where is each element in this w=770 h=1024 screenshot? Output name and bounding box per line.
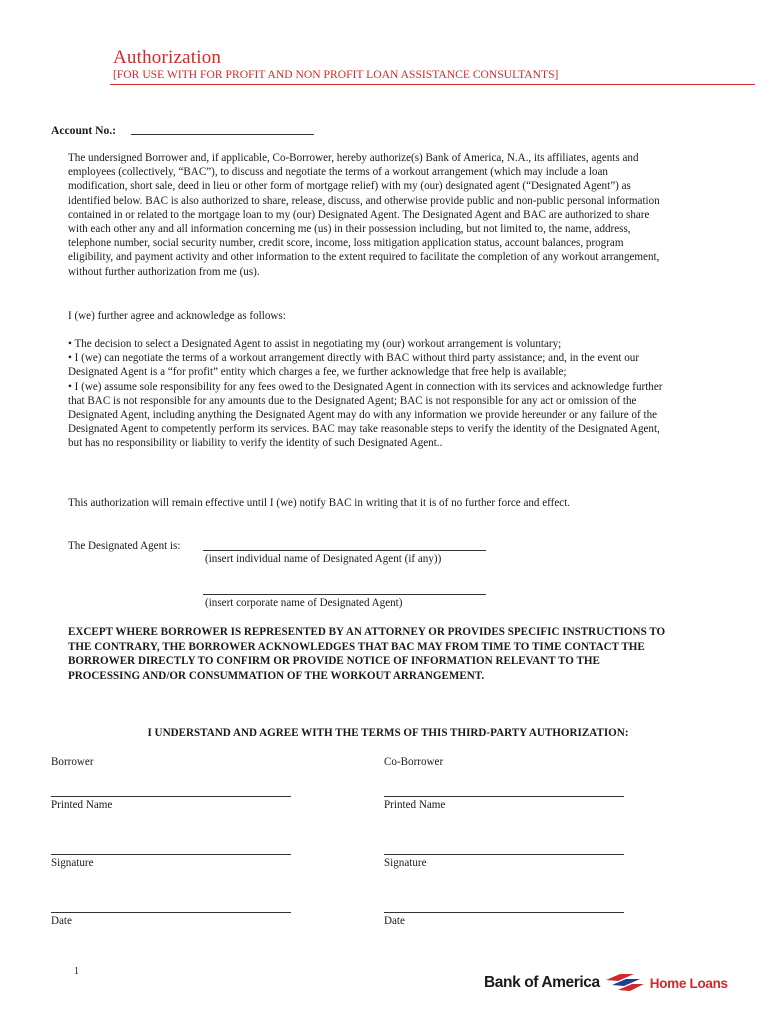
page-number: 1 <box>74 966 79 977</box>
borrower-signature-label: Signature <box>51 857 94 869</box>
agreement-heading: I UNDERSTAND AND AGREE WITH THE TERMS OF THIS THIRD-PARTY AUTHORIZATION: <box>147 727 629 739</box>
authorization-intro-paragraph: The undersigned Borrower and, if applicable, Co-Borrower, hereby authorize(s) Bank of America, N.A., its affiliates, agents and employees (collectively, “BAC”), to discuss and negotiate the terms of a workout arrangement (which may include a loan modification, short sale, deed in lieu or other form of mortgage relief) with my (our) designated agent (“Designated Agent”) as identified below. BAC is also authorized to share, release, discuss, and otherwise provide public and non-public personal information contained in or related to the mortgage loan to my (our) Designated Agent. The Designated Agent and BAC are authorized to share with each other any and all information concerning me (us) in their possession including, but not limited to, the name, address, telephone number, social security number, credit score, income, loss mitigation application status, account balances, program eligibility, and payment activity and other information to the extent required to facilitate the completion of any workout arrangement, without further authorization from me (us). <box>68 152 660 278</box>
list-item: • I (we) assume sole responsibility for any fees owed to the Designated Agent in connection with its services and acknowledge further that BAC is not responsible for any amounts due to the Designated Agent; BAC is not responsible for any act or omission of the Designated Agent, including anything the Designated Agent may do with any information we provide hereunder or any failure of the Designated Agent to competently perform its services. BAC may take reasonable steps to verify the identity of the Designated Agent, but has no responsibility or liability to verify the identity of such Designated Agent.. <box>68 380 663 450</box>
coborrower-date-label: Date <box>384 915 405 927</box>
document-subtitle: [FOR USE WITH FOR PROFIT AND NON PROFIT LOAN ASSISTANCE CONSULTANTS] <box>113 68 559 81</box>
document-title: Authorization <box>113 47 222 68</box>
agent-individual-name-hint: (insert individual name of Designated Agent (if any)) <box>205 553 442 565</box>
logo-wordmark: Bank of America <box>484 974 600 991</box>
effective-paragraph: This authorization will remain effective until I (we) notify BAC in writing that it is of no further force and effect. <box>68 497 571 509</box>
acknowledgement-list <box>68 337 668 451</box>
coborrower-signature-field[interactable] <box>384 854 624 855</box>
borrower-signature-field[interactable] <box>51 854 291 855</box>
borrower-printed-name-field[interactable] <box>51 796 291 797</box>
coborrower-printed-name-field[interactable] <box>384 796 624 797</box>
bank-of-america-logo <box>484 970 728 996</box>
acknowledge-heading: I (we) further agree and acknowledge as follows: <box>68 310 286 322</box>
borrower-printed-name-label: Printed Name <box>51 799 113 811</box>
logo-home-loans: Home Loans <box>649 975 728 991</box>
agent-corporate-name-hint: (insert corporate name of Designated Agent) <box>205 597 403 609</box>
agent-individual-name-field[interactable] <box>203 550 486 551</box>
coborrower-date-field[interactable] <box>384 912 624 913</box>
borrower-date-field[interactable] <box>51 912 291 913</box>
header-divider <box>110 84 755 85</box>
coborrower-signature-label: Signature <box>384 857 427 869</box>
list-item: • The decision to select a Designated Agent to assist in negotiating my (our) workout arrangement is voluntary; <box>68 338 562 350</box>
contact-disclosure-paragraph: EXCEPT WHERE BORROWER IS REPRESENTED BY AN ATTORNEY OR PROVIDES SPECIFIC INSTRUCTIONS TO THE CONTRARY, THE BORROWER ACKNOWLEDGES THAT BAC MAY FROM TIME TO TIME CONTACT THE BORROWER DIRECTLY TO CONFIRM OR PROVIDE NOTICE OF INFORMATION RELEVANT TO THE PROCESSING AND/OR CONSUMMATION OF THE WORKOUT ARRANGEMENT. <box>68 626 666 682</box>
coborrower-printed-name-label: Printed Name <box>384 799 446 811</box>
coborrower-heading: Co-Borrower <box>384 756 444 768</box>
flag-icon <box>604 972 646 994</box>
agent-corporate-name-field[interactable] <box>203 594 486 595</box>
designated-agent-label: The Designated Agent is: <box>68 540 181 552</box>
account-number-label: Account No.: <box>51 124 117 137</box>
borrower-date-label: Date <box>51 915 72 927</box>
borrower-heading: Borrower <box>51 756 94 768</box>
account-number-field[interactable] <box>131 134 314 135</box>
list-item: • I (we) can negotiate the terms of a workout arrangement directly with BAC without third party assistance; and, in the event our Designated Agent is a “for profit” entity which charges a fee, we further acknowledge that free help is available; <box>68 352 640 379</box>
